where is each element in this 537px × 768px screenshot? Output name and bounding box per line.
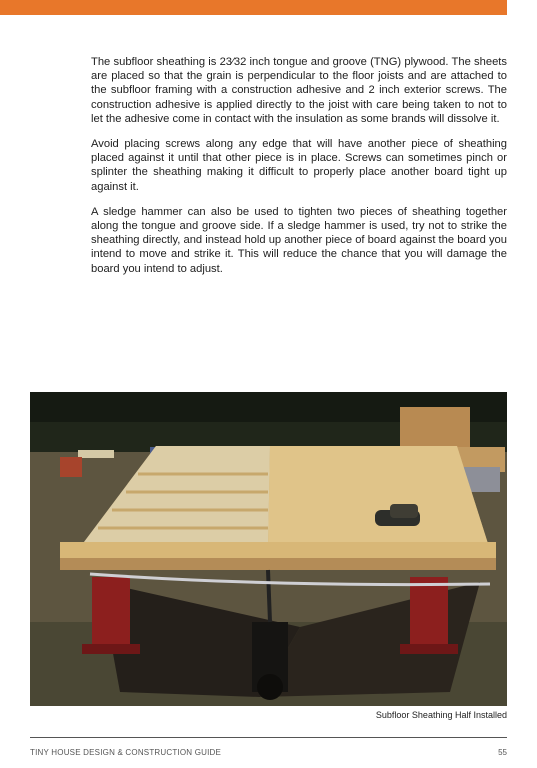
body-text [91, 55, 507, 287]
figure-caption: Subfloor Sheathing Half Installed [375, 710, 507, 720]
header-accent-bar [0, 0, 507, 15]
paragraph-2: Avoid placing screws along any edge that will have another piece of sheathing placed against it until that other piece is in place. Screws can sometimes pinch or splinter the sheathing making it difficult to properly place another board tight up against it. [91, 138, 507, 193]
footer-divider [30, 737, 507, 738]
paragraph-3: A sledge hammer can also be used to tighten two pieces of sheathing together along the tongue and groove side. If a sledge hammer is used, try not to strike the sheathing directly, and instead hold up another piece of board against the board you intend to move and strike it. This will reduce the chance that you will damage the board you intend to adjust. [91, 205, 507, 275]
footer-book-title: TINY HOUSE DESIGN & CONSTRUCTION GUIDE [30, 748, 222, 757]
paragraph-1: The subfloor sheathing is 23⁄32 inch tongue and groove (TNG) plywood. The sheets are placed so that the grain is perpendicular to the floor joists and are attached to the subfloor framing with a construction adhesive and 2 inch exterior screws. The construction adhesive is applied directly to the joist with care being taken to not to let the adhesive come in contact with the insulation as some brands will dissolve it. [91, 56, 507, 125]
page-number: 55 [498, 748, 507, 757]
subfloor-photo [30, 392, 507, 706]
